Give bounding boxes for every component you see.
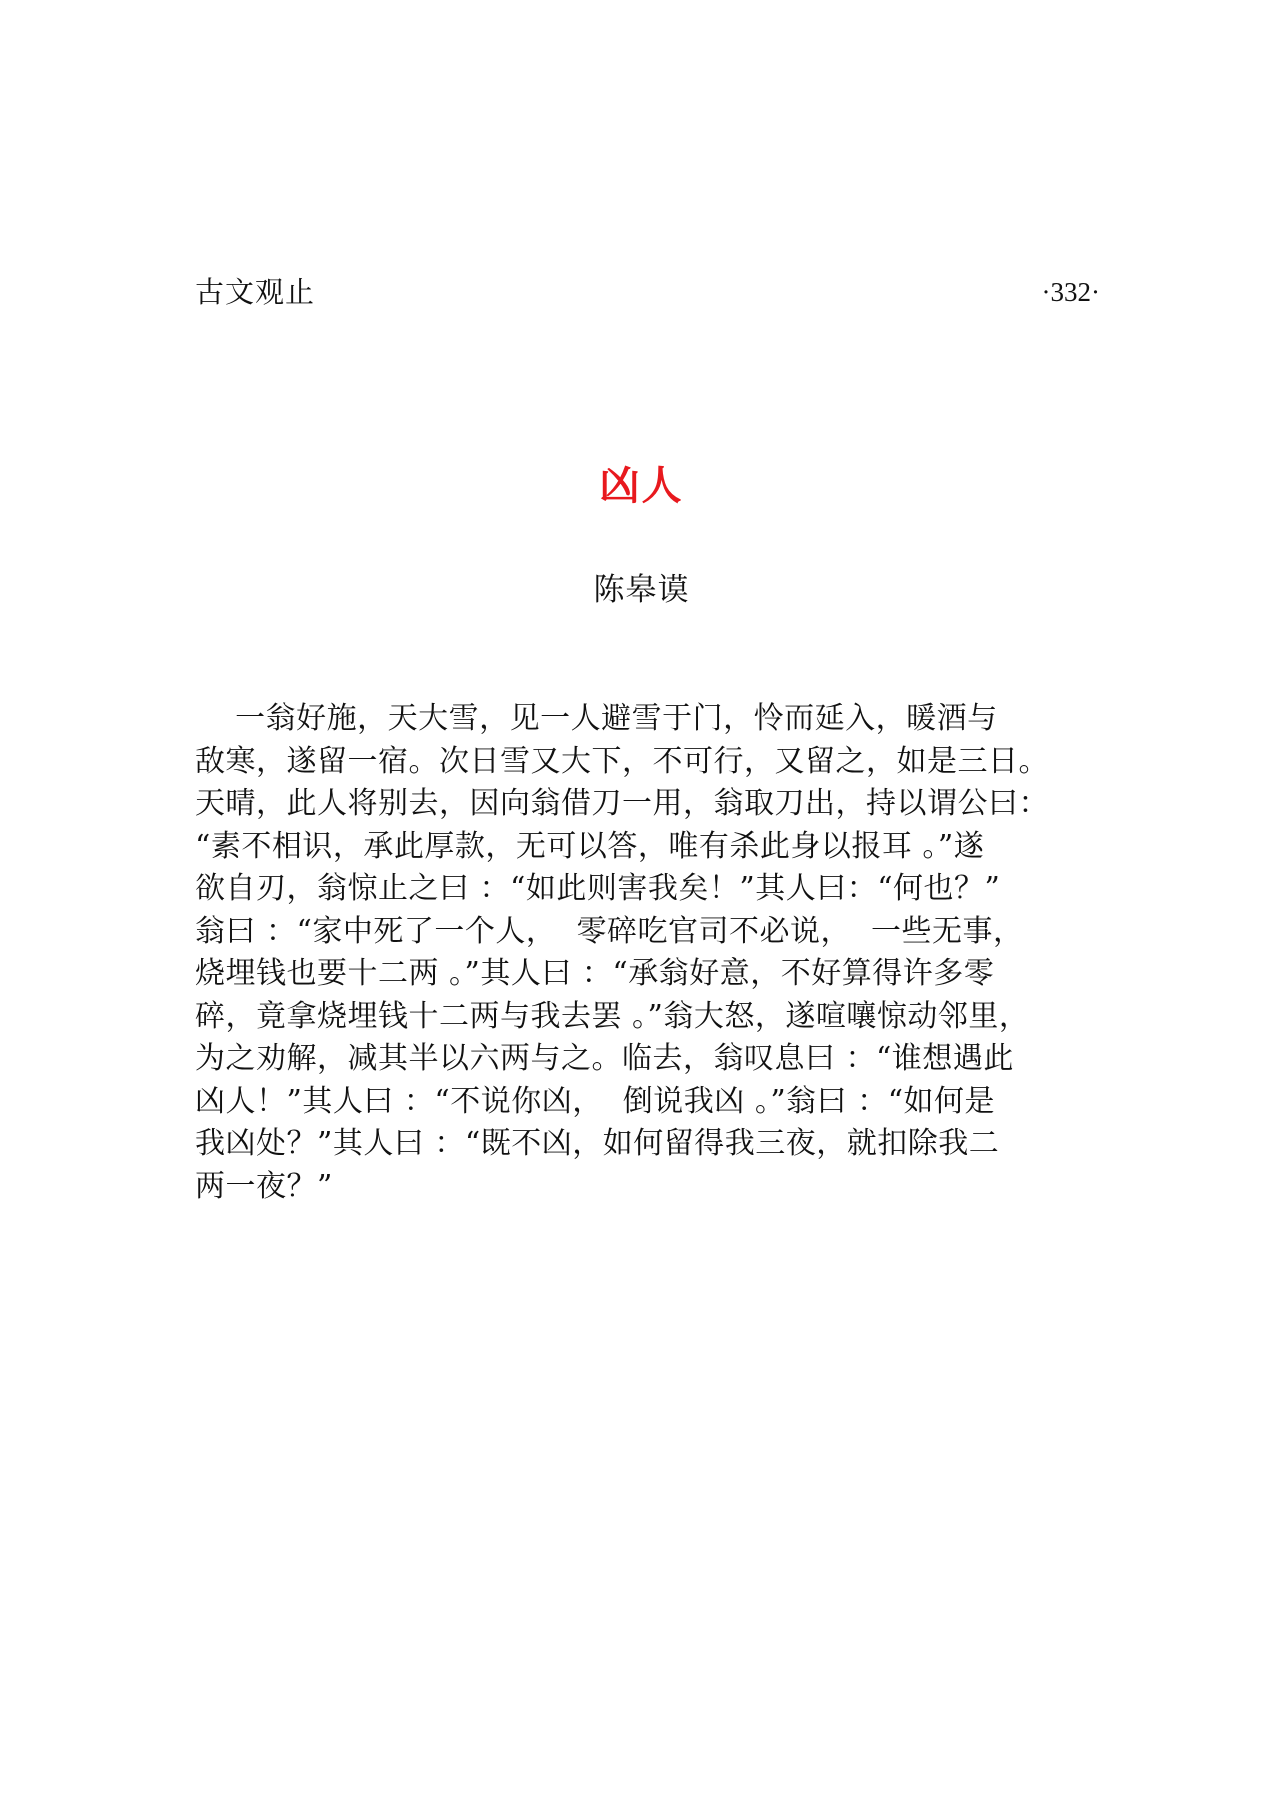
text-line: “素不相识，承此厚款，无可以答，唯有杀此身以报耳 。”遂 — [195, 828, 985, 864]
essay-author: 陈皋谟 — [593, 572, 690, 608]
book-title: 古文观止 — [195, 275, 316, 309]
page-number: ·332· — [1041, 277, 1100, 307]
text-line: 欲自刃，翁惊止之曰 ：“如此则害我矣！”其人曰：“何也？” — [195, 871, 1001, 906]
text-line: 翁曰 ：“家中死了一个人， 零碎吃官司不必说， 一些无事， — [195, 913, 1024, 949]
text-line: 两一夜？” — [195, 1168, 333, 1204]
running-header — [195, 272, 1100, 312]
text-line: 为之劝解，减其半以六两与之。临去，翁叹息曰 ：“谁想遇此 — [195, 1041, 1014, 1076]
text-line: 天晴，此人将别去，因向翁借刀一用，翁取刀出，持以谓公曰： — [195, 786, 1049, 821]
essay-body — [195, 698, 1115, 1208]
text-line: 敌寒，遂留一宿。次日雪又大下，不可行，又留之，如是三日。 — [195, 743, 1049, 779]
text-line: 烧埋钱也要十二两 。”其人曰 ：“承翁好意，不好算得许多零 — [195, 956, 995, 991]
text-line: 凶人！”其人曰 ：“不说你凶， 倒说我凶 。”翁曰 ：“如何是 — [195, 1083, 996, 1119]
text-line: 我凶处？”其人曰 ：“既不凶，如何留得我三夜，就扣除我二 — [195, 1126, 1000, 1161]
text-line: 碎，竟拿烧埋钱十二两与我去罢 。”翁大怒，遂喧嚷惊动邻里， — [195, 998, 1030, 1034]
text-line: 一翁好施，天大雪，见一人避雪于门，怜而延入，暖酒与 — [195, 701, 998, 736]
essay-title: 凶人 — [599, 463, 684, 509]
